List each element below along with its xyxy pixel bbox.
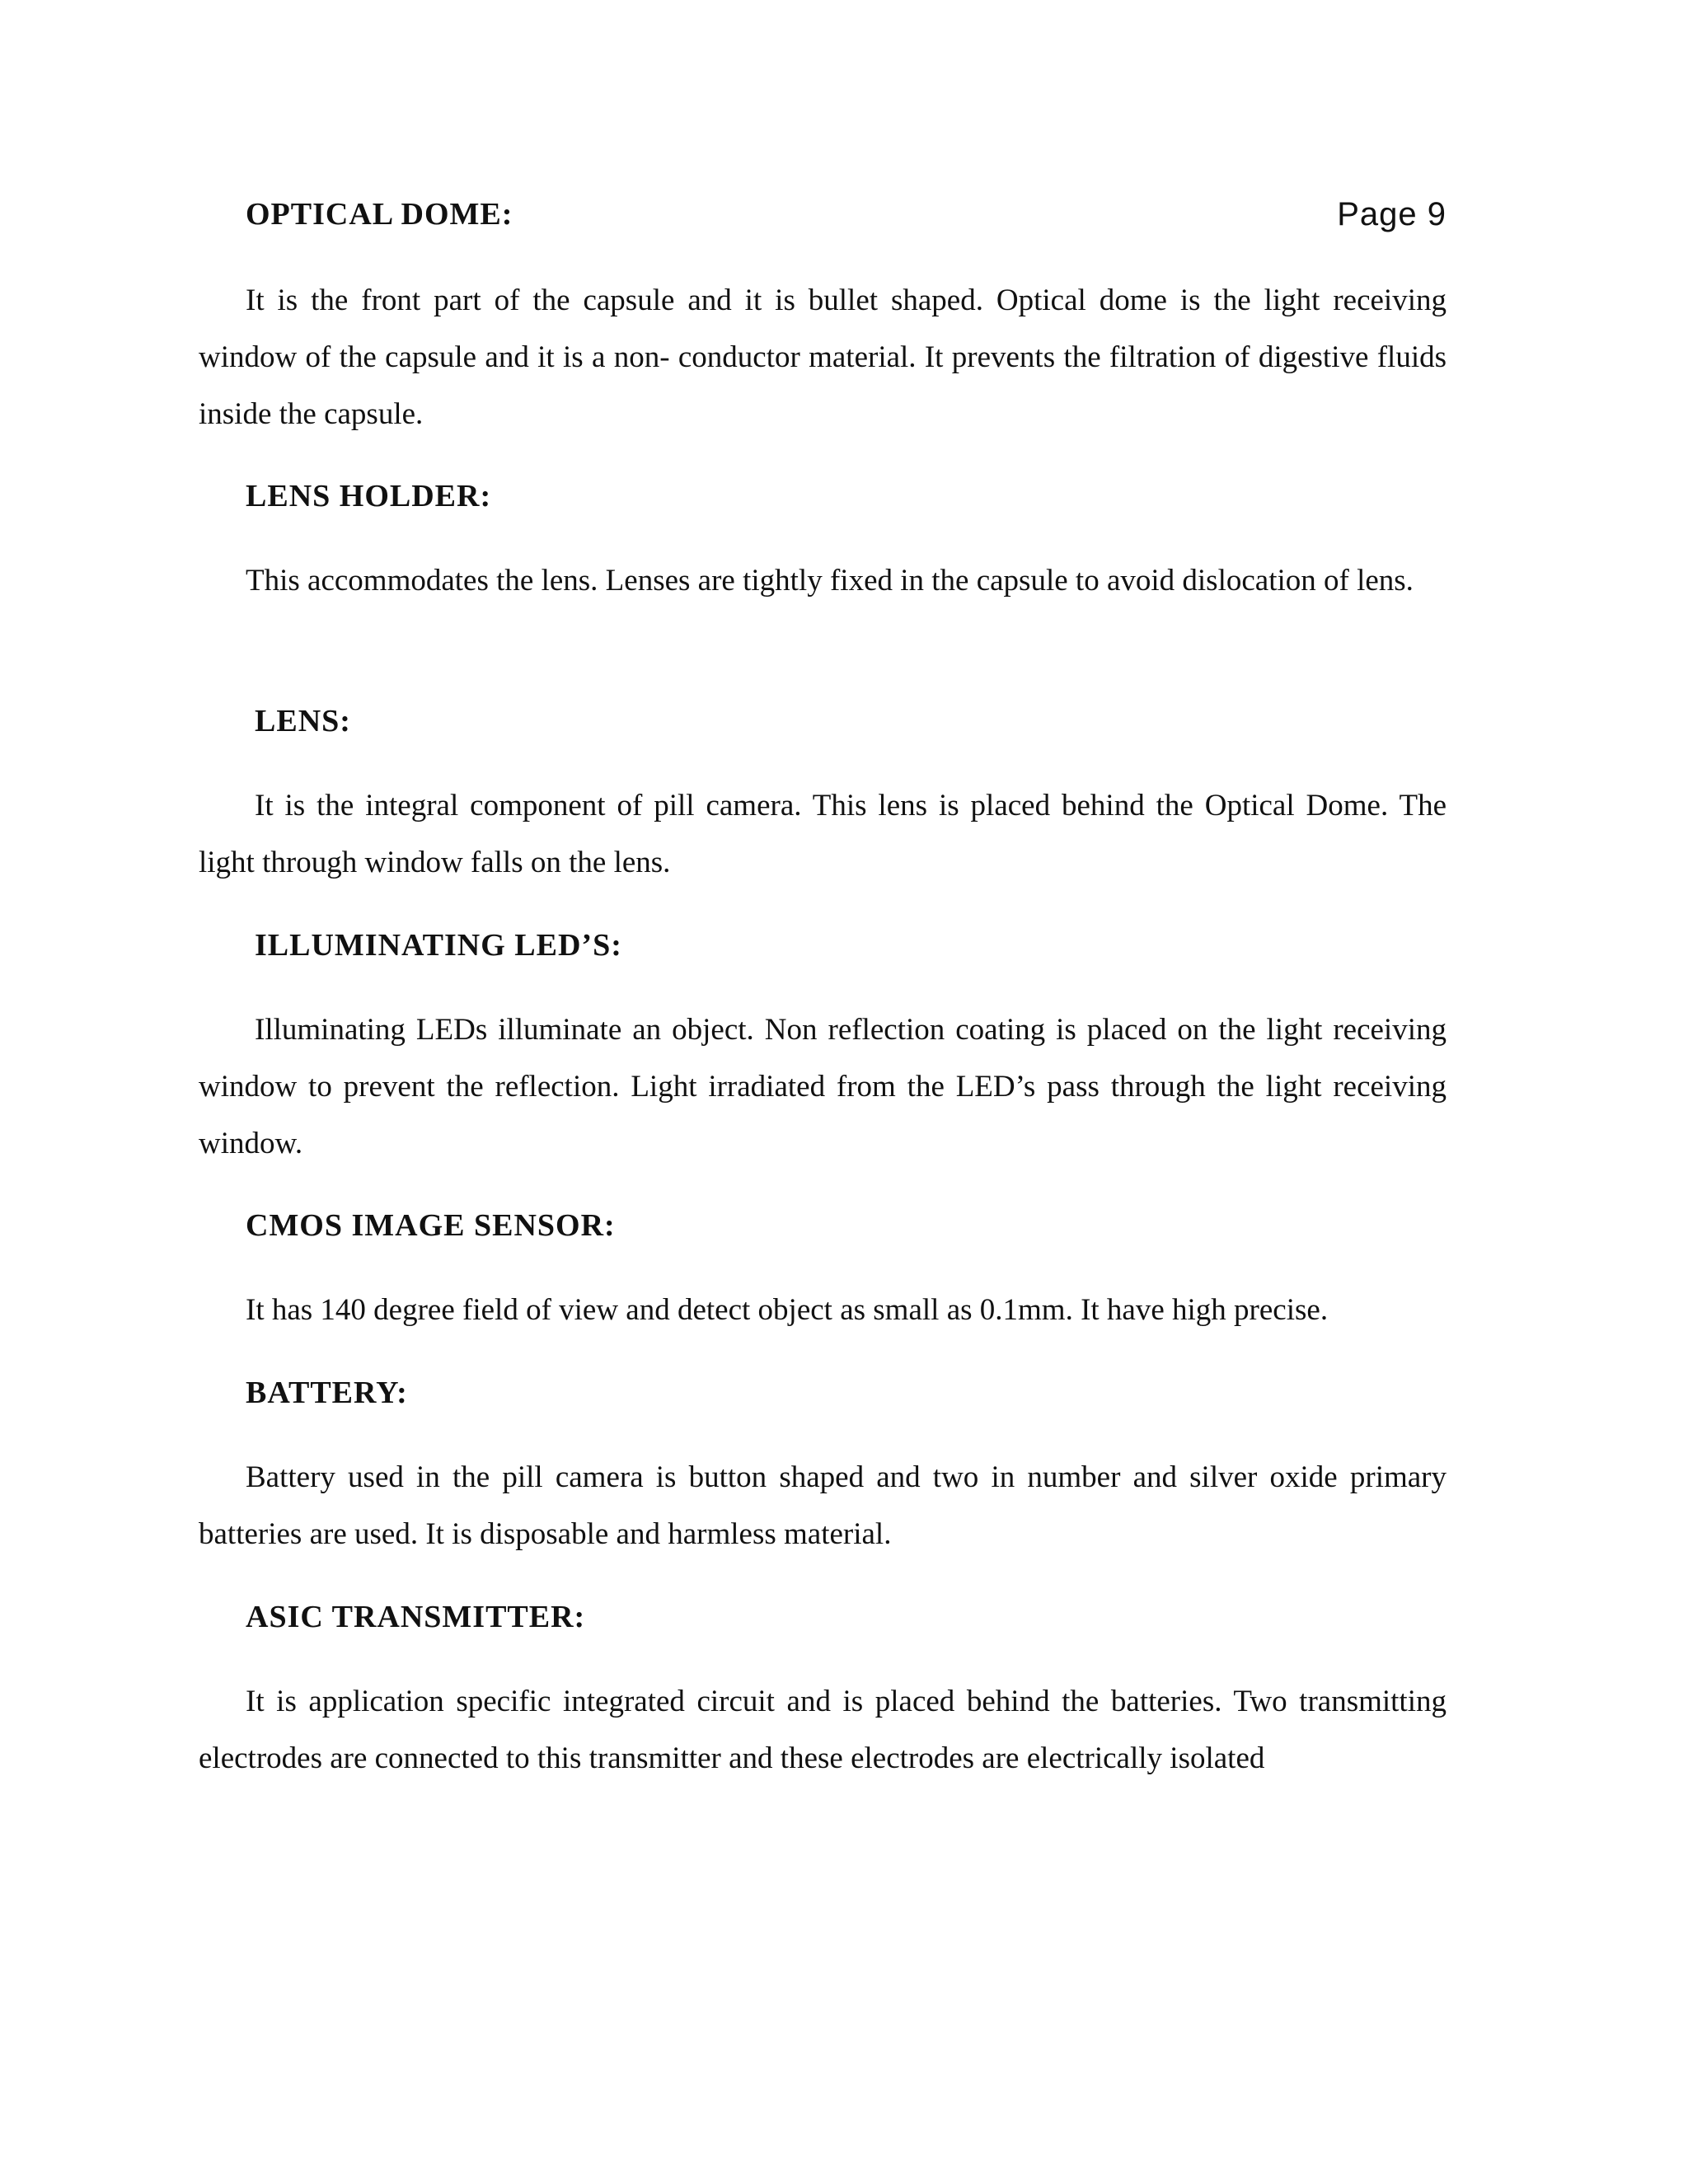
section-heading-illuminating-leds: ILLUMINATING LED’S: bbox=[255, 928, 622, 963]
section-heading-lens: LENS: bbox=[255, 704, 351, 738]
section-text-lens: It is the integral component of pill camera. This lens is placed behind the Optical Dome. The light through window falls on the lens. bbox=[199, 789, 1447, 879]
section-text-cmos-image-sensor: It has 140 degree field of view and detect object as small as 0.1mm. It have high precise. bbox=[246, 1293, 1329, 1327]
section-heading-cmos-image-sensor: CMOS IMAGE SENSOR: bbox=[246, 1208, 616, 1243]
section-heading-asic-transmitter: ASIC TRANSMITTER: bbox=[246, 1600, 586, 1634]
section-text-asic-transmitter: It is application specific integrated circuit and is placed behind the batteries. Two transmitting electrodes are connected to this transmitter and these electrodes are electrically isolated bbox=[199, 1685, 1447, 1775]
page-number: Page 9 bbox=[1337, 196, 1447, 232]
section-text-illuminating-leds: Illuminating LEDs illuminate an object. Non reflection coating is placed on the light receiving window to prevent the reflection. Light irradiated from the LED’s pass through the light receiving window. bbox=[199, 1013, 1447, 1160]
section-text-lens-holder: This accommodates the lens. Lenses are tightly fixed in the capsule to avoid dislocation of lens. bbox=[246, 564, 1414, 598]
section-heading-battery: BATTERY: bbox=[246, 1376, 408, 1410]
section-heading-optical-dome: OPTICAL DOME: bbox=[246, 197, 513, 232]
section-text-optical-dome: It is the front part of the capsule and it is bullet shaped. Optical dome is the light receiving window of the capsule and it is a non- conductor material. It prevents the filtration of digestive fluids inside the capsule. bbox=[199, 284, 1447, 431]
section-text-battery: Battery used in the pill camera is button shaped and two in number and silver oxide primary batteries are used. It is disposable and harmless material. bbox=[199, 1460, 1447, 1551]
section-heading-lens-holder: LENS HOLDER: bbox=[246, 479, 492, 513]
